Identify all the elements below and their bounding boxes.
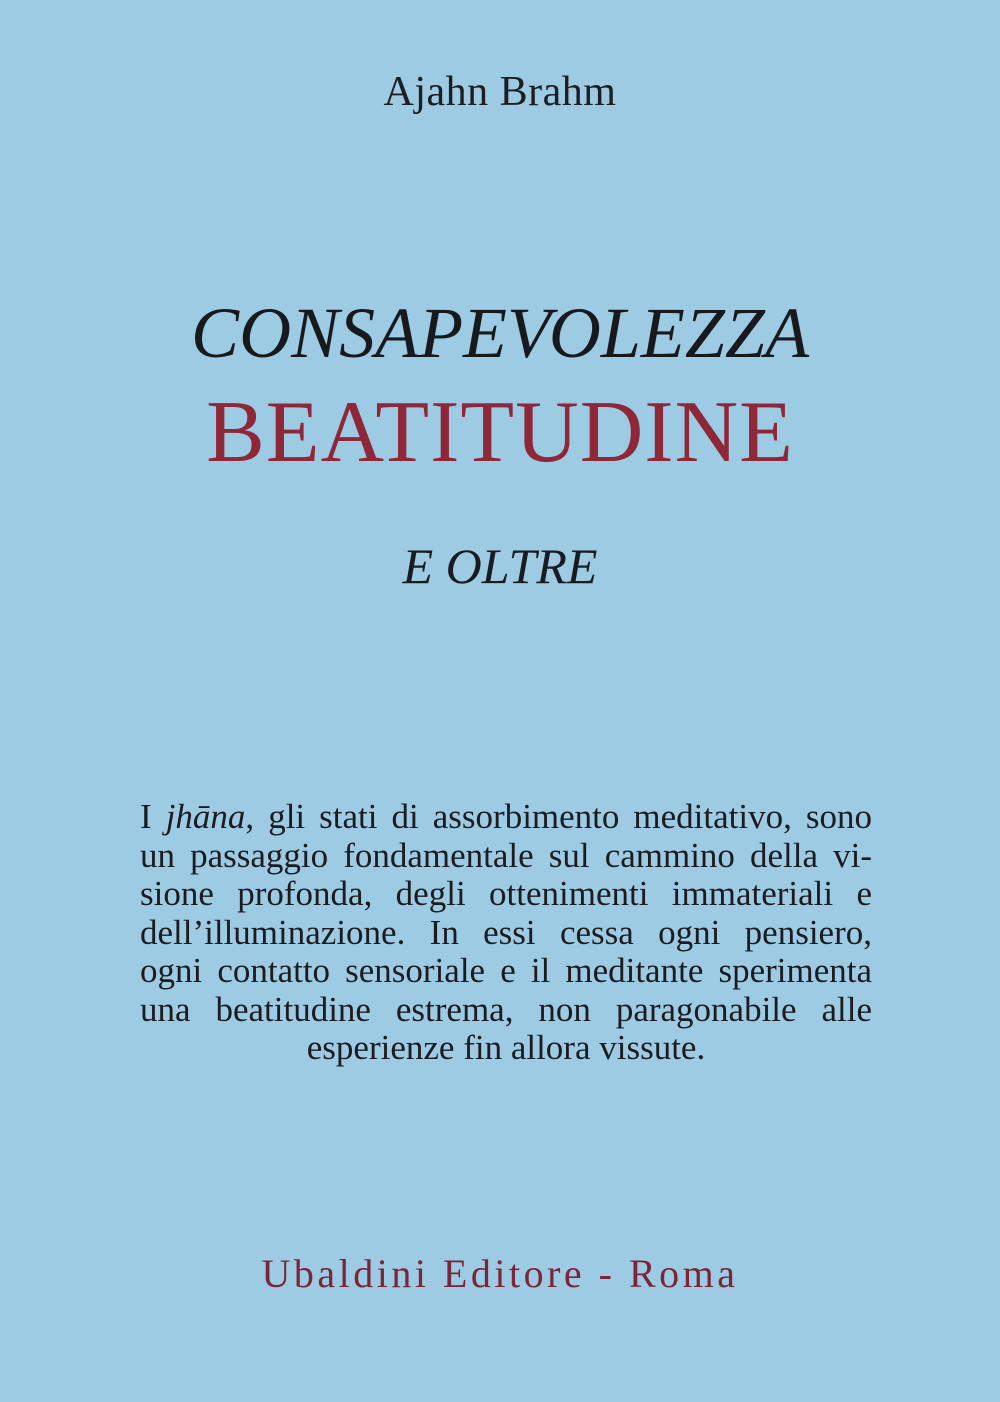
title-beatitudine: BEATITUDINE	[206, 384, 794, 481]
title-consapevolezza: CONSAPEVOLEZZA	[191, 293, 809, 373]
blurb-line-4: dell’illuminazione. In essi cessa ogni pensiero,	[140, 912, 872, 952]
blurb-line-1-text: , gli stati di assorbimento meditativo, sono	[245, 797, 873, 836]
blurb-line-5: ogni contatto sensoriale e il meditante sperimenta	[140, 951, 872, 990]
cover-blurb	[140, 798, 872, 1068]
blurb-line-3: sione profonda, degli ottenimenti immateriali e	[140, 874, 872, 913]
publisher-imprint: Ubaldini Editore - Roma	[261, 1251, 739, 1296]
blurb-line-6: una beatitudine estrema, non paragonabile alle	[140, 989, 872, 1029]
title-e-oltre: E OLTRE	[402, 538, 598, 594]
blurb-lead: I	[140, 797, 166, 836]
blurb-line-2: un passaggio fondamentale sul cammino della vi-	[140, 835, 872, 875]
blurb-line-1	[140, 798, 872, 837]
blurb-term-jhana: jhāna	[165, 797, 246, 836]
blurb-line-7: esperienze fin allora vissute.	[306, 1028, 706, 1067]
author-name: Ajahn Brahm	[383, 69, 617, 115]
